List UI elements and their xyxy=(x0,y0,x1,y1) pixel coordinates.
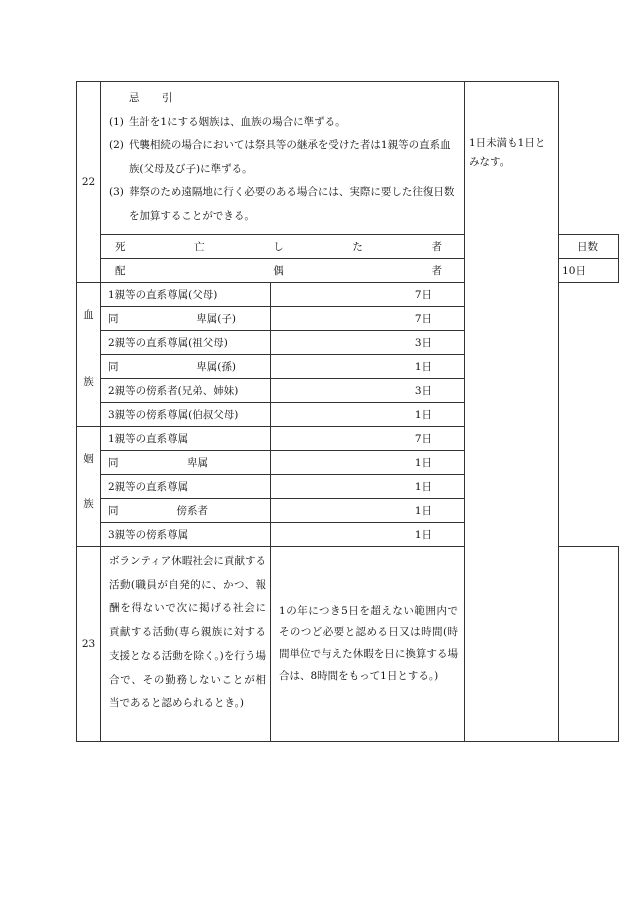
item23-note xyxy=(559,547,619,742)
relation: 3親等の傍系尊属 xyxy=(101,523,271,547)
relation: 同 傍系者 xyxy=(101,499,271,523)
leave-table xyxy=(76,81,619,742)
days: 3日 xyxy=(271,331,465,355)
item22-clause-3: (3) 葬祭のため遠隔地に行く必要のある場合には、実際に要した往復日数を加算することができる。 xyxy=(109,186,455,222)
relation: 2親等の直系尊属(祖父母) xyxy=(101,331,271,355)
days: 1日 xyxy=(271,523,465,547)
spouse-days: 10日 xyxy=(559,259,619,283)
relation: 1親等の直系尊属 xyxy=(101,427,271,451)
item23-number: 23 xyxy=(77,547,101,742)
relation: 同 卑属(孫) xyxy=(101,355,271,379)
relation: 同 卑属(子) xyxy=(101,307,271,331)
days: 3日 xyxy=(271,379,465,403)
days: 1日 xyxy=(271,475,465,499)
item23-period: 1の年につき5日を超えない範囲内でそのつど必要と認める日又は時間(時間単位で与えた休暇を日に換算する場合は、8時間をもって1日とする。) xyxy=(271,547,465,742)
relation: 3親等の傍系尊属(伯叔父母) xyxy=(101,403,271,427)
blood-relatives-label: 血 族 xyxy=(77,283,101,427)
item22-number: 22 xyxy=(77,82,101,283)
deceased-header: 死 亡 し た 者 xyxy=(101,235,465,259)
item22-clause-2: (2) 代襲相続の場合においては祭具等の継承を受けた者は1親等の直系血族(父母及び子)に準ずる。 xyxy=(109,139,451,175)
item23-description: ボランティア休暇社会に貢献する活動(職員が自発的に、かつ、報酬を得ないで次に掲げる社会に貢献する活動(専ら親族に対する支援となる活動を除く。)を行う場合で、その勤務しないことが相当であると認められるとき。) xyxy=(101,547,271,742)
item22-heading: 忌 引 xyxy=(129,92,179,104)
inlaw-relatives-label: 姻 族 xyxy=(77,427,101,547)
days: 7日 xyxy=(271,283,465,307)
relation: 同 卑属 xyxy=(101,451,271,475)
days: 7日 xyxy=(271,307,465,331)
item22-intro-row xyxy=(77,82,619,235)
days: 1日 xyxy=(271,451,465,475)
item22-intro xyxy=(101,82,465,235)
relation: 1親等の直系尊属(父母) xyxy=(101,283,271,307)
days-header: 日 数 xyxy=(559,235,619,259)
days: 1日 xyxy=(271,403,465,427)
days: 7日 xyxy=(271,427,465,451)
relation: 2親等の直系尊属 xyxy=(101,475,271,499)
item22-clause-1: (1) 生計を1にする姻族は、血族の場合に準ずる。 xyxy=(109,115,346,128)
item22-note: 1日未満も1日とみなす。 xyxy=(465,82,559,742)
days: 1日 xyxy=(271,499,465,523)
relation: 2親等の傍系者(兄弟、姉妹) xyxy=(101,379,271,403)
spouse-label: 配 偶 者 xyxy=(101,259,465,283)
days: 1日 xyxy=(271,355,465,379)
